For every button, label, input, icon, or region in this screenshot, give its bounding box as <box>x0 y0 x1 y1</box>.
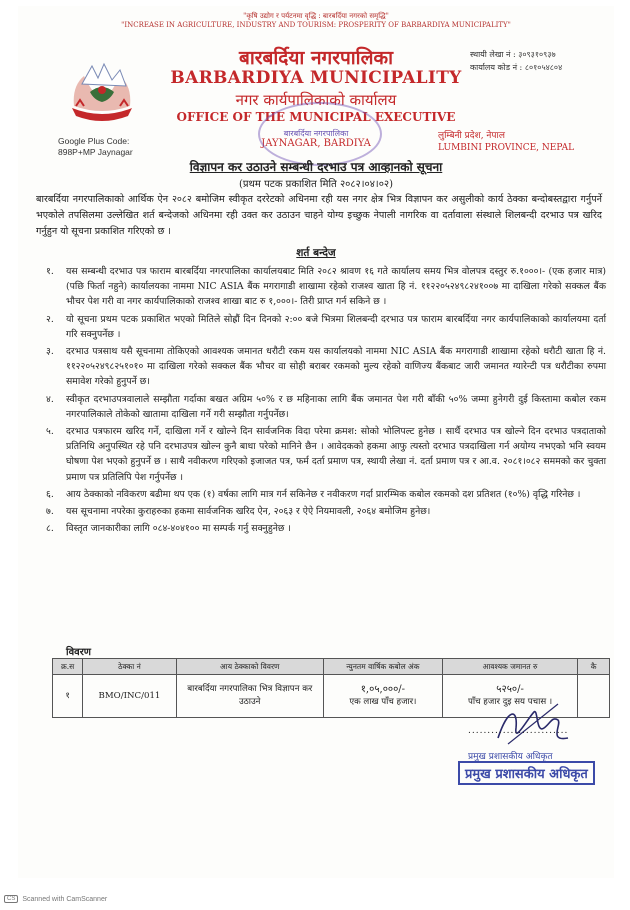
item-text: यो सूचना प्रथम पटक प्रकाशित भएको मितिले सोह्रौं दिन दिनको २:०० बजे भित्रमा शिलबन्दी दरभाउ पत्र फाराम बारबर्दिया नगर कार्यपालिकाको कार्यालयमा दर्ता गरि सक्नुपर्नेछ । <box>66 313 606 340</box>
item-number: ४. <box>46 393 54 405</box>
table-header-row <box>53 659 610 675</box>
notice-title-text: विज्ञापन कर उठाउने सम्बन्धी दरभाउ पत्र आव्हानको सूचना <box>189 160 443 174</box>
office-code-value: ८०१०५४८०४ <box>524 63 563 72</box>
google-plus-code-label: Google Plus Code: <box>58 136 130 146</box>
details-heading: विवरण <box>66 647 92 658</box>
list-item <box>46 344 606 390</box>
officer-stamp-line2: प्रमुख प्रशासकीय अधिकृत <box>458 761 595 785</box>
municipality-name-en: BARBARDIYA MUNICIPALITY <box>170 68 462 88</box>
office-meta <box>470 48 562 74</box>
notice-page <box>18 6 614 878</box>
camscanner-icon: CS <box>4 895 18 903</box>
list-item <box>46 264 606 310</box>
item-number: २. <box>46 313 54 325</box>
signature-line: .......................... <box>468 726 569 736</box>
notice-intro: बारबर्दिया नगरपालिकाको आर्थिक ऐन २०८२ बमोजिम स्वीकृत दररेटको अधिनमा रही यस नगर क्षेत्र भित्र विज्ञापन कर असुलीको कार्य ठेक्का बन्दोबस्तद्वारा गर्नुपर्ने भएकोले तपसिलमा उल्लेखित शर्त बन्देजको अधिनमा रही उक्त कर उठाउन चाहने योग्य इच्छुक नेपाली नागरिक वा दर्तावाला संस्थाले शिलबन्दी दरभाउ पत्र खरिद गर्नुहुन यो सूचना प्रकाशित गरिएको छ । <box>36 194 602 237</box>
item-text: दरभाउ पत्रफारम खरिद गर्ने, दाखिला गर्ने र खोल्ने दिन सार्वजनिक विदा परेमा क्रमश: सोको भोलिपल्ट हुनेछ । सार्थै दरभाउ पत्र खोल्ने दिन दरभाउ पत्रदाताको प्रतिनिधि अनुपस्थित रहे पनि दरभाउपत्र खोल्न कुनै बाधा परेको मानिने छैन । आवेदकको हकमा आफु त्यस्तो दरभाउ पत्रदाखिला गर्न अयोग्य नभएको भनि स्वयम घोषणा पेश भएको हुनुपर्ने छ । साथै नवीकरण गरिएको इजाजत पत्र, फर्म दर्ता प्रमाण पत्र, स्थायी लेखा नं. दर्ता प्रमाण पत्र र आ.व. २०८१।०८२ सममको कर चुक्ता प्रमाण पत्र प्रतिलिपि पेश गर्नुपर्नेछ । <box>66 426 606 483</box>
notice-subtitle: (प्रथम पटक प्रकाशित मिति २०८२।०४।०२) <box>238 179 394 190</box>
item-text: यस सम्बन्धी दरभाउ पत्र फाराम बारबर्दिया नगरपालिका कार्यालयबाट मिति २०८२ श्रावण १६ गते कार्यालय समय भित्र वोलपत्र दस्तुर रु.१०००।- (एक हजार मात्र) (पछि फिर्ता नहुने) कार्यालयका नाममा NIC ASIA बैंक मगरागाडी शाखामा रहेको राजश्व खाता हि नं. ११२२०५२४९८२४१००७ मा दाखिला गरेको सक्कल बैंक भौचर पेश गरी वा नगर कार्यपालिकाको राजश्व शाखा बाट रु १,०००।- तिरी प्राप्त गर्न सकिने छ । <box>66 266 606 308</box>
col-description: आय ठेक्काको विवरण <box>176 659 323 675</box>
item-text: स्वीकृत दरभाउपत्रवालाले सम्झौता गर्दाका बखत अग्रिम ५०% र छ महिनाका लागि बैंक जमानत पेश गरी बाँकी ५०% जम्मा हुनेगरी दुई किस्तामा कबोल रकम नगरपालिकाले तोकेको खातामा दाखिला गर्ने गरी सम्झौता गर्नुपर्नेछ। <box>66 393 606 420</box>
list-item <box>46 521 606 536</box>
office-name-en: OFFICE OF THE MUNICIPAL EXECUTIVE <box>176 110 456 124</box>
place-name: JAYNAGAR, BARDIYA <box>261 138 371 149</box>
pan-label: स्थायी लेखा नं : <box>470 50 516 59</box>
col-sn: क्र.स <box>53 659 83 675</box>
guarantee-words: पाँच हजार दुइ सय पचास । <box>468 697 553 707</box>
list-item <box>46 487 606 502</box>
item-number: ७. <box>46 506 54 518</box>
min-bid-words: एक लाख पाँच हजार। <box>349 697 417 707</box>
list-item <box>46 392 606 422</box>
guarantee-amount: ५२५०/- <box>496 684 524 695</box>
conditions-list <box>46 264 606 538</box>
list-item <box>46 424 606 485</box>
motto <box>18 12 614 30</box>
province-np: लुम्बिनी प्रदेश, नेपाल <box>438 131 505 141</box>
stamp-text: बारबर्दिया नगरपालिका <box>283 129 349 138</box>
item-number: ६. <box>46 488 54 500</box>
col-contract-no: ठेक्का नं <box>83 659 176 675</box>
cell-remarks <box>578 675 610 718</box>
conditions-heading: शर्त बन्देज <box>296 247 336 259</box>
item-number: १. <box>46 266 54 277</box>
office-code-label: कार्यालय कोड नं : <box>470 63 523 72</box>
item-number: ५. <box>46 426 54 438</box>
item-number: ८. <box>46 523 54 535</box>
min-bid-amount: १,०५,०००/- <box>360 684 406 695</box>
officer-stamp-line1: प्रमुख प्रशासकीय अधिकृत <box>468 752 553 762</box>
item-text: आय ठेक्काको नविकरण बढीमा थप एक (१) वर्षका लागि मात्र गर्न सकिनेछ र नवीकरण गर्दा प्रारम्भिक कबोल रकमको दश प्रतिशत (१०%) वृद्धि गरिनेछ । <box>66 488 581 500</box>
notice-title <box>18 158 614 175</box>
scanner-text: Scanned with CamScanner <box>22 895 108 903</box>
scanner-watermark <box>4 895 107 903</box>
item-text: यस सूचनामा नपरेका कुराहरुका हकमा सार्वजनिक खरिद ऐन, २०६३ र ऐऐ नियमावली, २०६४ बमोजिम हुनेछ। <box>66 506 431 518</box>
cell-min-bid <box>323 675 442 718</box>
item-text: विस्तृत जानकारीका लागि ०८४-४०४१०० मा सम्पर्क गर्नु सक्नुहुनेछ । <box>66 523 291 535</box>
office-name-np: नगर कार्यपालिकाको कार्यालय <box>235 91 397 109</box>
motto-np: "कृषि उद्योग र पर्यटनमा वृद्धि : बारबर्दिया नगरको समृद्धि" <box>243 12 389 20</box>
province-en: LUMBINI PROVINCE, NEPAL <box>438 143 575 153</box>
item-text: दरभाउ पत्रसाथ यसै सूचनामा तोकिएको आवश्यक जमानत धरौटी रकम यस कार्यालयको नाममा NIC ASIA बैंक मगरागाडी शाखामा रहेको धरौटी खाता हि नं. ११२२०५२४९८२५१०१० मा दाखिला गरेको सक्कल बैंक भौचर वा सोही बराबर रकमको मुल्य रहेको वाणिज्य बैंकबाट जारी जमानत ग्यारेन्टी पत्र धरौटीका रुपमा समावेश गरेको हुनुपर्ने छ। <box>66 346 606 388</box>
col-guarantee: आवश्यक जमानत रु <box>442 659 577 675</box>
cell-description: बारबर्दिया नगरपालिका भित्र विज्ञापन कर उठाउने <box>176 675 323 718</box>
item-number: ३. <box>46 346 54 358</box>
cell-sn: १ <box>53 675 83 718</box>
pan-value: ३०९३१०९३७ <box>518 50 556 59</box>
office-stamp-icon <box>258 102 382 166</box>
cell-contract-no: BMO/INC/011 <box>83 675 176 718</box>
list-item <box>46 504 606 519</box>
google-plus-code-value: 898P+MP Jaynagar <box>58 147 133 157</box>
province <box>438 130 574 154</box>
list-item <box>46 312 606 342</box>
col-remarks: कै <box>578 659 610 675</box>
motto-en: "INCREASE IN AGRICULTURE, INDUSTRY AND TOURISM: PROSPERITY OF BARBARDIYA MUNICIPALITY" <box>121 21 511 29</box>
municipality-name-np: बारबर्दिया नगरपालिका <box>239 47 393 69</box>
col-min-bid: न्युनतम वार्षिक कबोल अंक <box>323 659 442 675</box>
